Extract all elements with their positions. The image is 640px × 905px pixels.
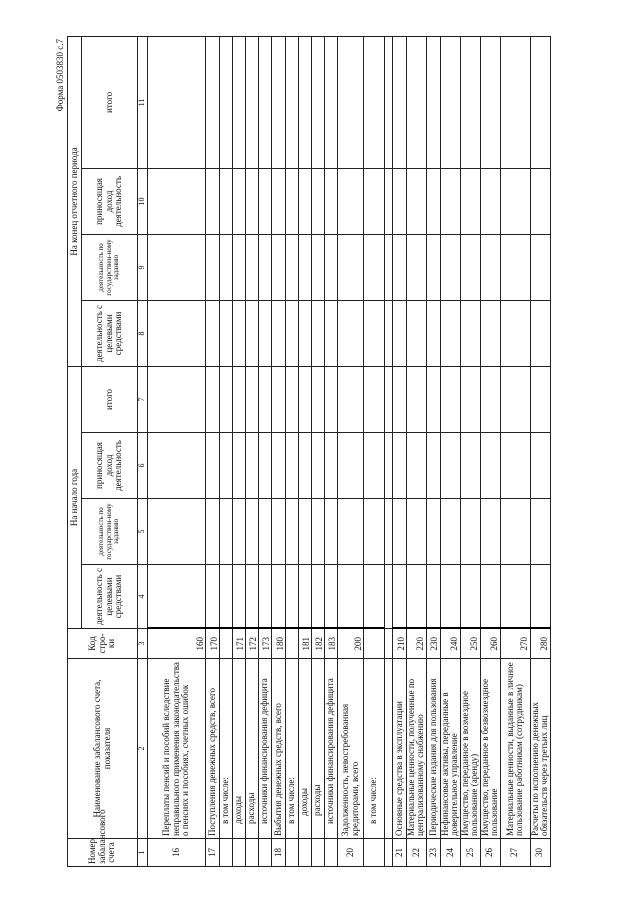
value-cell xyxy=(259,168,272,234)
value-cell xyxy=(407,499,427,565)
value-cell xyxy=(220,36,233,168)
col-number: 3 xyxy=(138,629,148,659)
value-cell xyxy=(325,499,338,565)
value-cell xyxy=(440,366,460,432)
value-cell xyxy=(220,565,233,629)
value-cell xyxy=(259,565,272,629)
value-cell xyxy=(500,433,530,499)
value-cell xyxy=(233,433,246,499)
table-row xyxy=(338,36,364,866)
col-number: 1 xyxy=(138,839,148,867)
value-cell xyxy=(480,36,500,168)
value-cell xyxy=(233,168,246,234)
value-cell xyxy=(299,565,312,629)
account-name-cell: Переплаты пенсий и пособий вследствие неправильного применения законодательства о пенсиях и пособиях, счетных ошибок xyxy=(148,659,206,839)
value-cell xyxy=(325,433,338,499)
header-account-number: Номер забалансового счета xyxy=(68,839,138,867)
value-cell xyxy=(407,565,427,629)
value-cell xyxy=(364,433,385,499)
value-cell xyxy=(325,168,338,234)
value-cell xyxy=(312,36,325,168)
account-number-cell xyxy=(312,839,325,867)
value-cell xyxy=(206,565,220,629)
value-cell xyxy=(220,433,233,499)
value-cell xyxy=(259,433,272,499)
col-number: 7 xyxy=(138,366,148,432)
account-number-cell: 17 xyxy=(206,839,220,867)
value-cell xyxy=(272,234,286,300)
value-cell xyxy=(272,433,286,499)
value-cell xyxy=(246,499,259,565)
value-cell xyxy=(364,36,385,168)
value-cell xyxy=(312,234,325,300)
line-code-cell: 160 xyxy=(148,629,206,659)
account-number-cell xyxy=(299,839,312,867)
table-row xyxy=(460,36,480,866)
col-number: 5 xyxy=(138,499,148,565)
table-row xyxy=(325,36,338,866)
value-cell xyxy=(259,366,272,432)
line-code-cell: 181 xyxy=(299,629,312,659)
value-cell xyxy=(393,234,407,300)
value-cell xyxy=(206,36,220,168)
value-cell xyxy=(480,168,500,234)
line-code-cell xyxy=(286,629,299,659)
value-cell xyxy=(272,565,286,629)
line-code-cell: 220 xyxy=(407,629,427,659)
table-row xyxy=(426,36,440,866)
value-cell xyxy=(259,300,272,366)
header-start-target: деятельность с целевыми средствами xyxy=(82,565,138,629)
header-end-target: деятельность с целевыми средствами xyxy=(82,300,138,366)
value-cell xyxy=(312,433,325,499)
account-name-cell: доходы xyxy=(299,659,312,839)
value-cell xyxy=(364,565,385,629)
value-cell xyxy=(393,168,407,234)
value-cell xyxy=(426,565,440,629)
account-number-cell xyxy=(325,839,338,867)
account-name-cell: Основные средства в эксплуатации xyxy=(393,659,407,839)
col-number: 9 xyxy=(138,234,148,300)
value-cell xyxy=(460,300,480,366)
col-number: 10 xyxy=(138,168,148,234)
header-line-code: Код стро-ки xyxy=(68,629,138,659)
account-name-cell: Выбытия денежных средств, всего xyxy=(272,659,286,839)
value-cell xyxy=(426,499,440,565)
value-cell xyxy=(364,168,385,234)
line-code-cell: 280 xyxy=(530,629,550,659)
value-cell xyxy=(148,234,206,300)
value-cell xyxy=(364,366,385,432)
value-cell xyxy=(246,36,259,168)
value-cell xyxy=(312,168,325,234)
value-cell xyxy=(460,433,480,499)
value-cell xyxy=(312,366,325,432)
value-cell xyxy=(299,36,312,168)
value-cell xyxy=(286,300,299,366)
value-cell xyxy=(325,565,338,629)
value-cell xyxy=(299,300,312,366)
account-name-cell: Расчеты по исполнению денежных обязательств через третьих лиц xyxy=(530,659,550,839)
value-cell xyxy=(220,168,233,234)
value-cell xyxy=(206,300,220,366)
value-cell xyxy=(480,234,500,300)
value-cell xyxy=(325,234,338,300)
account-number-cell: 23 xyxy=(426,839,440,867)
table-row xyxy=(312,36,325,866)
table-row xyxy=(220,36,233,866)
value-cell xyxy=(338,565,364,629)
value-cell xyxy=(338,433,364,499)
value-cell xyxy=(500,499,530,565)
header-end-state: деятельность по государствен-ному заданию xyxy=(82,234,138,300)
account-number-cell: 25 xyxy=(460,839,480,867)
account-number-cell: 27 xyxy=(500,839,530,867)
value-cell xyxy=(206,499,220,565)
value-cell xyxy=(338,234,364,300)
value-cell xyxy=(286,565,299,629)
value-cell xyxy=(500,366,530,432)
header-account-name: Наименование забалансового счета, показателя xyxy=(68,659,138,839)
value-cell xyxy=(460,234,480,300)
value-cell xyxy=(500,300,530,366)
value-cell xyxy=(426,168,440,234)
value-cell xyxy=(364,499,385,565)
col-number: 11 xyxy=(138,36,148,168)
value-cell xyxy=(393,366,407,432)
table-row xyxy=(480,36,500,866)
account-number-cell: 26 xyxy=(480,839,500,867)
line-code-cell: 270 xyxy=(500,629,530,659)
value-cell xyxy=(233,366,246,432)
value-cell xyxy=(407,168,427,234)
value-cell xyxy=(338,499,364,565)
line-code-cell: 183 xyxy=(325,629,338,659)
account-number-cell: 18 xyxy=(272,839,286,867)
value-cell xyxy=(480,433,500,499)
account-name-cell: Имущество, переданное в безвозмездное пользование xyxy=(480,659,500,839)
value-cell xyxy=(407,300,427,366)
value-cell xyxy=(220,366,233,432)
value-cell xyxy=(233,300,246,366)
table-row xyxy=(500,36,530,866)
value-cell xyxy=(530,234,550,300)
header-end-total: итого xyxy=(82,36,138,168)
header-start-state: деятельность по государствен-ному заданию xyxy=(82,499,138,565)
value-cell xyxy=(426,366,440,432)
account-number-cell xyxy=(220,839,233,867)
value-cell xyxy=(393,300,407,366)
account-number-cell xyxy=(364,839,385,867)
table-row xyxy=(286,36,299,866)
col-number: 6 xyxy=(138,433,148,499)
col-number: 4 xyxy=(138,565,148,629)
account-number-cell xyxy=(286,839,299,867)
value-cell xyxy=(246,565,259,629)
account-number-cell xyxy=(246,839,259,867)
header-end-period: На конец отчетного периода xyxy=(68,36,82,366)
account-name-cell: источники финансирования дефицита xyxy=(259,659,272,839)
table-row xyxy=(364,36,385,866)
value-cell xyxy=(233,565,246,629)
value-cell xyxy=(148,433,206,499)
table-row xyxy=(233,36,246,866)
value-cell xyxy=(440,433,460,499)
value-cell xyxy=(530,565,550,629)
account-name-cell: расходы xyxy=(312,659,325,839)
value-cell xyxy=(460,168,480,234)
value-cell xyxy=(148,300,206,366)
value-cell xyxy=(272,168,286,234)
value-cell xyxy=(364,234,385,300)
value-cell xyxy=(220,300,233,366)
value-cell xyxy=(460,565,480,629)
value-cell xyxy=(325,300,338,366)
value-cell xyxy=(440,300,460,366)
account-name-cell: Нефинансовые активы, переданные в доверительное управление xyxy=(440,659,460,839)
value-cell xyxy=(500,36,530,168)
account-number-cell: 21 xyxy=(393,839,407,867)
account-name-cell: Материальные ценности, выданные в личное пользование работникам (сотрудникам) xyxy=(500,659,530,839)
value-cell xyxy=(246,433,259,499)
value-cell xyxy=(338,168,364,234)
account-name-cell: расходы xyxy=(246,659,259,839)
row-gap xyxy=(385,36,393,866)
value-cell xyxy=(206,433,220,499)
account-number-cell: 16 xyxy=(148,839,206,867)
line-code-cell: 250 xyxy=(460,629,480,659)
value-cell xyxy=(325,36,338,168)
value-cell xyxy=(407,234,427,300)
value-cell xyxy=(338,366,364,432)
value-cell xyxy=(460,36,480,168)
table-row xyxy=(407,36,427,866)
table-row xyxy=(393,36,407,866)
value-cell xyxy=(286,234,299,300)
account-number-cell xyxy=(233,839,246,867)
account-name-cell: Материальные ценности, полученные по централизованному снабжению xyxy=(407,659,427,839)
value-cell xyxy=(148,168,206,234)
account-name-cell: Имущество, переданное в возмездное пользование (аренду) xyxy=(460,659,480,839)
account-name-cell: Периодические издания для пользования xyxy=(426,659,440,839)
line-code-cell: 240 xyxy=(440,629,460,659)
value-cell xyxy=(530,300,550,366)
value-cell xyxy=(299,168,312,234)
value-cell xyxy=(530,366,550,432)
account-number-cell: 22 xyxy=(407,839,427,867)
value-cell xyxy=(246,366,259,432)
table-body xyxy=(148,36,551,866)
line-code-cell xyxy=(364,629,385,659)
value-cell xyxy=(393,499,407,565)
line-code-cell: 182 xyxy=(312,629,325,659)
value-cell xyxy=(148,499,206,565)
value-cell xyxy=(246,300,259,366)
line-code-cell: 172 xyxy=(246,629,259,659)
account-name-cell: в том числе: xyxy=(286,659,299,839)
header-start-period: На начало года xyxy=(68,366,82,628)
account-name-cell: в том числе: xyxy=(220,659,233,839)
value-cell xyxy=(500,234,530,300)
line-code-cell xyxy=(220,629,233,659)
col-number: 8 xyxy=(138,300,148,366)
value-cell xyxy=(220,499,233,565)
header-start-total: итого xyxy=(82,366,138,432)
value-cell xyxy=(233,234,246,300)
value-cell xyxy=(246,234,259,300)
value-cell xyxy=(286,168,299,234)
value-cell xyxy=(206,168,220,234)
value-cell xyxy=(460,366,480,432)
value-cell xyxy=(148,36,206,168)
value-cell xyxy=(407,366,427,432)
value-cell xyxy=(530,36,550,168)
value-cell xyxy=(259,234,272,300)
value-cell xyxy=(272,300,286,366)
table-row xyxy=(440,36,460,866)
line-code-cell: 171 xyxy=(233,629,246,659)
value-cell xyxy=(407,36,427,168)
value-cell xyxy=(426,300,440,366)
line-code-cell: 260 xyxy=(480,629,500,659)
table-row xyxy=(246,36,259,866)
value-cell xyxy=(440,565,460,629)
value-cell xyxy=(338,300,364,366)
value-cell xyxy=(286,366,299,432)
value-cell xyxy=(500,565,530,629)
value-cell xyxy=(426,36,440,168)
value-cell xyxy=(480,565,500,629)
account-name-cell: в том числе: xyxy=(364,659,385,839)
value-cell xyxy=(272,366,286,432)
line-code-cell: 170 xyxy=(206,629,220,659)
value-cell xyxy=(530,168,550,234)
line-code-cell: 173 xyxy=(259,629,272,659)
line-code-cell: 180 xyxy=(272,629,286,659)
value-cell xyxy=(393,433,407,499)
value-cell xyxy=(393,36,407,168)
value-cell xyxy=(206,366,220,432)
value-cell xyxy=(286,499,299,565)
value-cell xyxy=(440,499,460,565)
value-cell xyxy=(206,234,220,300)
value-cell xyxy=(407,433,427,499)
line-code-cell: 230 xyxy=(426,629,440,659)
table-row xyxy=(259,36,272,866)
value-cell xyxy=(480,499,500,565)
value-cell xyxy=(233,36,246,168)
value-cell xyxy=(312,499,325,565)
value-cell xyxy=(530,499,550,565)
value-cell xyxy=(338,36,364,168)
table-row xyxy=(530,36,550,866)
value-cell xyxy=(426,234,440,300)
value-cell xyxy=(299,234,312,300)
table-row xyxy=(148,36,206,866)
value-cell xyxy=(440,168,460,234)
account-name-cell: Поступления денежных средств, всего xyxy=(206,659,220,839)
value-cell xyxy=(220,234,233,300)
value-cell xyxy=(325,366,338,432)
value-cell xyxy=(299,366,312,432)
account-name-cell: доходы xyxy=(233,659,246,839)
rotated-form xyxy=(55,37,585,867)
table-row xyxy=(299,36,312,866)
value-cell xyxy=(530,433,550,499)
value-cell xyxy=(272,499,286,565)
value-cell xyxy=(312,565,325,629)
line-code-cell: 210 xyxy=(393,629,407,659)
value-cell xyxy=(233,499,246,565)
value-cell xyxy=(259,36,272,168)
account-number-cell: 24 xyxy=(440,839,460,867)
header-start-income: приносящая доход деятельность xyxy=(82,433,138,499)
value-cell xyxy=(148,366,206,432)
value-cell xyxy=(299,499,312,565)
value-cell xyxy=(259,499,272,565)
value-cell xyxy=(480,366,500,432)
balance-table xyxy=(67,36,551,867)
value-cell xyxy=(460,499,480,565)
value-cell xyxy=(246,168,259,234)
value-cell xyxy=(148,565,206,629)
line-code-cell: 200 xyxy=(338,629,364,659)
value-cell xyxy=(312,300,325,366)
form-label: Форма 0503830 с.7 xyxy=(55,39,65,112)
value-cell xyxy=(299,433,312,499)
value-cell xyxy=(440,36,460,168)
value-cell xyxy=(500,168,530,234)
value-cell xyxy=(480,300,500,366)
value-cell xyxy=(286,433,299,499)
account-name-cell: источники финансирования дефицита xyxy=(325,659,338,839)
col-number: 2 xyxy=(138,659,148,839)
value-cell xyxy=(272,36,286,168)
header-end-income: приносящая доход деятельность xyxy=(82,168,138,234)
value-cell xyxy=(364,300,385,366)
account-name-cell: Задолженность, невостребованная кредиторами, всего xyxy=(338,659,364,839)
account-number-cell: 20 xyxy=(338,839,364,867)
value-cell xyxy=(393,565,407,629)
account-number-cell: 30 xyxy=(530,839,550,867)
table-row xyxy=(272,36,286,866)
account-number-cell xyxy=(259,839,272,867)
value-cell xyxy=(286,36,299,168)
value-cell xyxy=(426,433,440,499)
value-cell xyxy=(440,234,460,300)
table-row xyxy=(206,36,220,866)
column-number-row xyxy=(138,36,148,866)
